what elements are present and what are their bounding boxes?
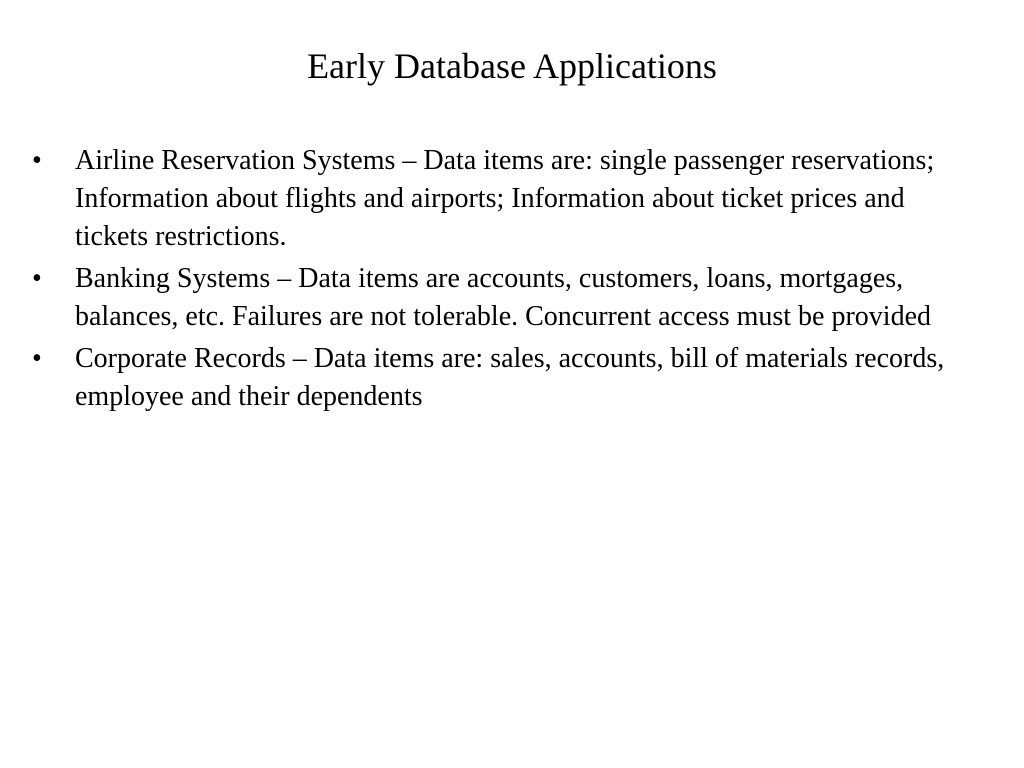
bullet-icon: •: [32, 343, 42, 374]
bullet-text: Airline Reservation Systems – Data items are: single passenger reservations; Information about flights and airports; Information about ticket prices and tickets restrictions.: [75, 145, 935, 252]
bullet-text: Banking Systems – Data items are accounts, customers, loans, mortgages, balances, etc. Failures are not tolerable. Concurrent access must be provided: [75, 263, 932, 332]
bullet-icon: •: [32, 145, 42, 176]
slide-title: Early Database Applications: [307, 46, 717, 86]
bullet-icon: •: [32, 263, 42, 294]
bullet-item-banking: [32, 260, 972, 336]
bullet-item-airline: [32, 142, 972, 256]
bullet-item-corporate: [32, 340, 972, 416]
bullet-list: [32, 142, 972, 420]
bullet-text: Corporate Records – Data items are: sales, accounts, bill of materials records, employee and their dependents: [75, 343, 945, 412]
